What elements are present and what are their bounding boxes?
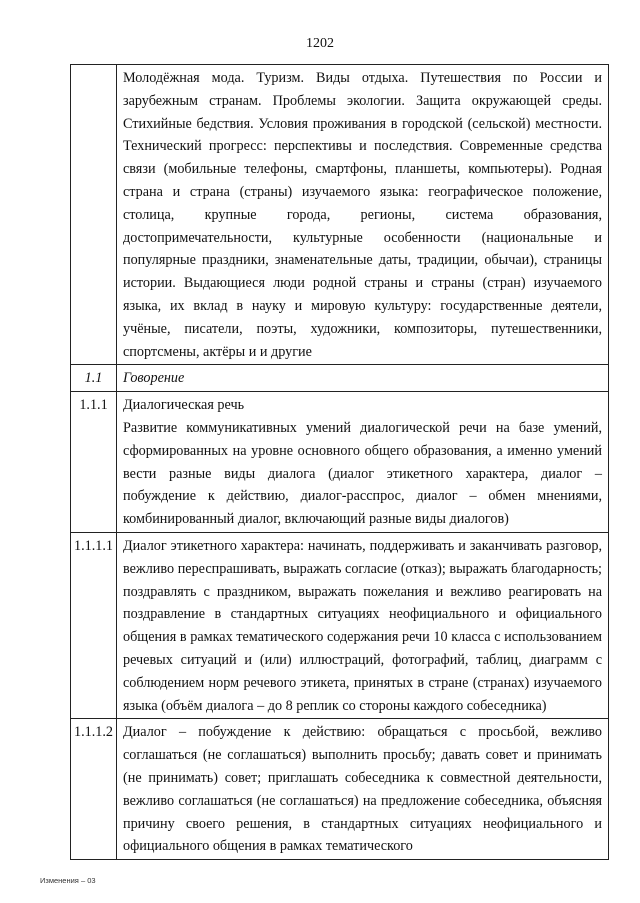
- row-number: 1.1: [71, 365, 117, 392]
- row-text: [117, 719, 609, 860]
- paragraph: Диалог этикетного характера: начинать, поддерживать и заканчивать разговор, вежливо переспрашивать, выражать согласие (отказ); выражать благодарность; поздравлять с праздником, выражать пожелания и вежливо реагировать на поздравление в стандартных ситуациях неофициального и официального общения в рамках тематического содержания речи 10 класса с использованием речевых ситуаций и (или) иллюстраций, фотографий, таблиц, диаграмм с соблюдением норм речевого этикета, принятых в стране (странах) изучаемого языка (объём диалога – до 8 реплик со стороны каждого собеседника): [123, 537, 602, 714]
- table-row: [71, 365, 609, 392]
- footer-revision-note: Изменения – 03: [40, 876, 96, 885]
- paragraph: Диалог – побуждение к действию: обращаться с просьбой, вежливо соглашаться (не соглашаться) выполнить просьбу; давать совет и принимать (не принимать) совет; приглашать собеседника к совместной деятельности, вежливо соглашаться (не соглашаться) на предложение собеседника, объясняя причину своего решения, в стандартных ситуациях неофициального и официального общения в рамках тематического: [123, 724, 602, 855]
- row-text: [117, 65, 609, 365]
- row-number: 1.1.1: [71, 392, 117, 533]
- page-number: 1202: [306, 36, 334, 51]
- curriculum-table: [70, 64, 609, 860]
- row-text: [117, 532, 609, 718]
- paragraph: Развитие коммуникативных умений диалогической речи на базе умений, сформированных на уровне основного общего образования, а именно умений вести разные виды диалога (диалог этикетного характера, диалог – побуждение к действию, диалог-расспрос, диалог – обмен мнениями, комбинированный диалог, включающий разные виды диалогов): [123, 419, 602, 528]
- row-text: [117, 392, 609, 533]
- row-heading: [117, 365, 609, 392]
- subsection-title: Диалогическая речь: [123, 397, 245, 414]
- table-row: [71, 392, 609, 533]
- table-row: [71, 65, 609, 365]
- section-heading: Говорение: [123, 370, 185, 387]
- row-number: 1.1.1.1: [71, 532, 117, 718]
- table-row: [71, 532, 609, 718]
- row-number: 1.1.1.2: [71, 719, 117, 860]
- row-number: [71, 65, 117, 365]
- table-row: [71, 719, 609, 860]
- paragraph: Молодёжная мода. Туризм. Виды отдыха. Путешествия по России и зарубежным странам. Проблемы экологии. Защита окружающей среды. Стихийные бедствия. Условия проживания в городской (сельской) местности. Технический прогресс: перспективы и последствия. Современные средства связи (мобильные телефоны, смартфоны, планшеты, компьютеры). Родная страна и страна (страны) изучаемого языка: географическое положение, столица, крупные города, регионы, система образования, достопримечательности, культурные особенности (национальные и популярные праздники, знаменательные даты, традиции, обычаи), страницы истории. Выдающиеся люди родной страны и страны (стран) изучаемого языка, их вклад в науку и мировую культуру: государственные деятели, учёные, писатели, поэты, художники, композиторы, путешественники, спортсмены, актёры и и другие: [123, 70, 602, 360]
